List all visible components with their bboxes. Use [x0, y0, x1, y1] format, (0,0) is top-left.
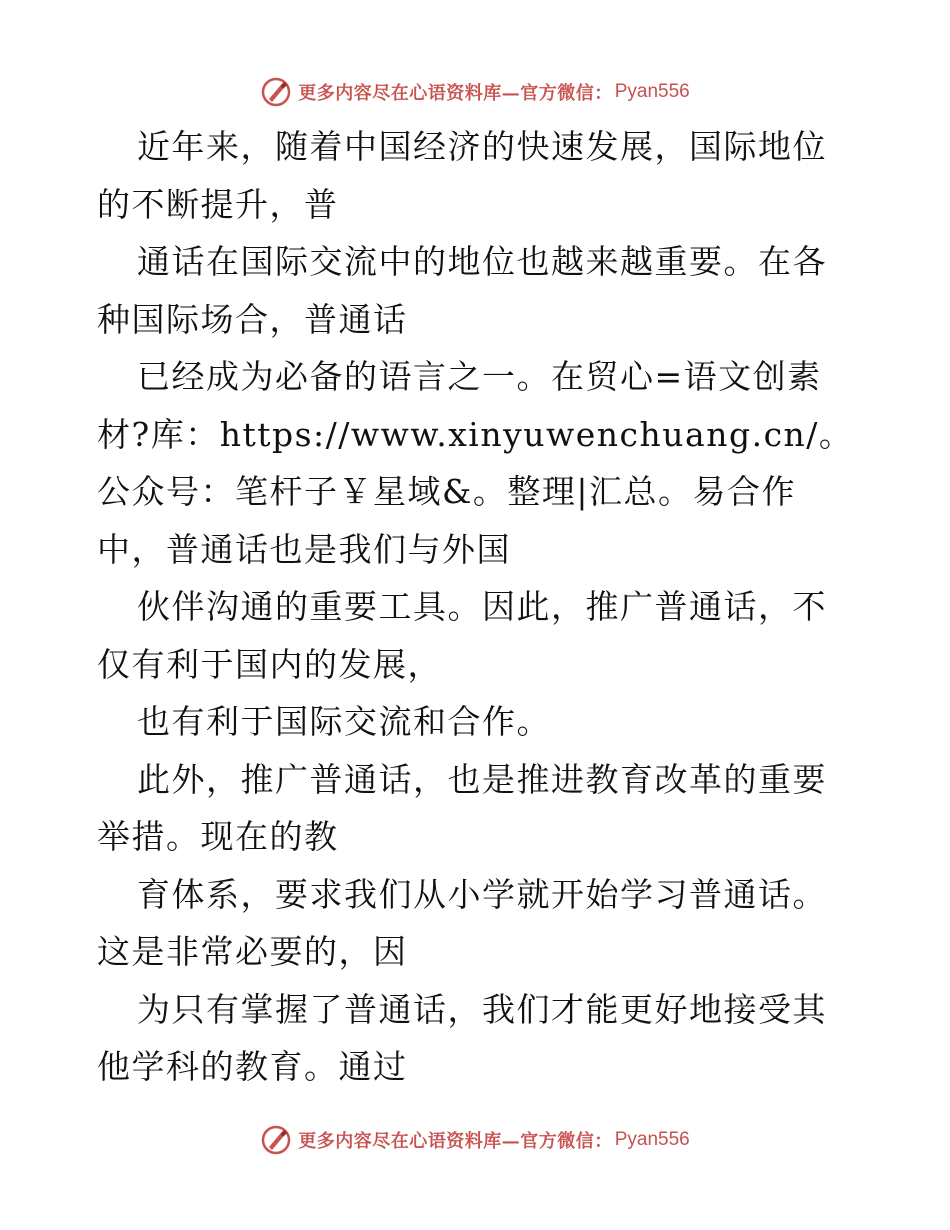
pen-logo-icon — [260, 76, 292, 108]
pen-logo-icon — [260, 1124, 292, 1156]
paragraph: 此外，推广普通话，也是推进教育改革的重要举措。现在的教 — [97, 759, 827, 856]
paragraph: 为只有掌握了普通话，我们才能更好地接受其他学科的教育。通过 — [97, 989, 827, 1086]
watermark-wechat-id: Pyan556 — [614, 1129, 690, 1150]
watermark-wechat-id: Pyan556 — [614, 81, 690, 102]
paragraph: 也有利于国际交流和合作。 — [137, 702, 551, 741]
paragraph: 伙伴沟通的重要工具。因此，推广普通话，不仅有利于国内的发展， — [97, 587, 827, 684]
header-watermark — [0, 72, 950, 112]
document-body — [97, 118, 857, 1096]
footer-watermark — [0, 1120, 950, 1160]
paragraph: 已经成为必备的语言之一。在贸心=语文创素材?库：https://www.xinyuwenchuang.cn/。公众号：笔杆子￥星域&。整理|汇总。易合作中，普通话也是我们与外国 — [97, 357, 854, 569]
paragraph: 育体系，要求我们从小学就开始学习普通话。这是非常必要的，因 — [97, 874, 827, 971]
paragraph: 近年来，随着中国经济的快速发展，国际地位的不断提升，普 — [97, 127, 827, 224]
paragraph: 通话在国际交流中的地位也越来越重要。在各种国际场合，普通话 — [97, 242, 827, 339]
watermark-text: 更多内容尽在心语资料库—官方微信： — [298, 83, 613, 104]
watermark-text: 更多内容尽在心语资料库—官方微信： — [298, 1131, 613, 1152]
